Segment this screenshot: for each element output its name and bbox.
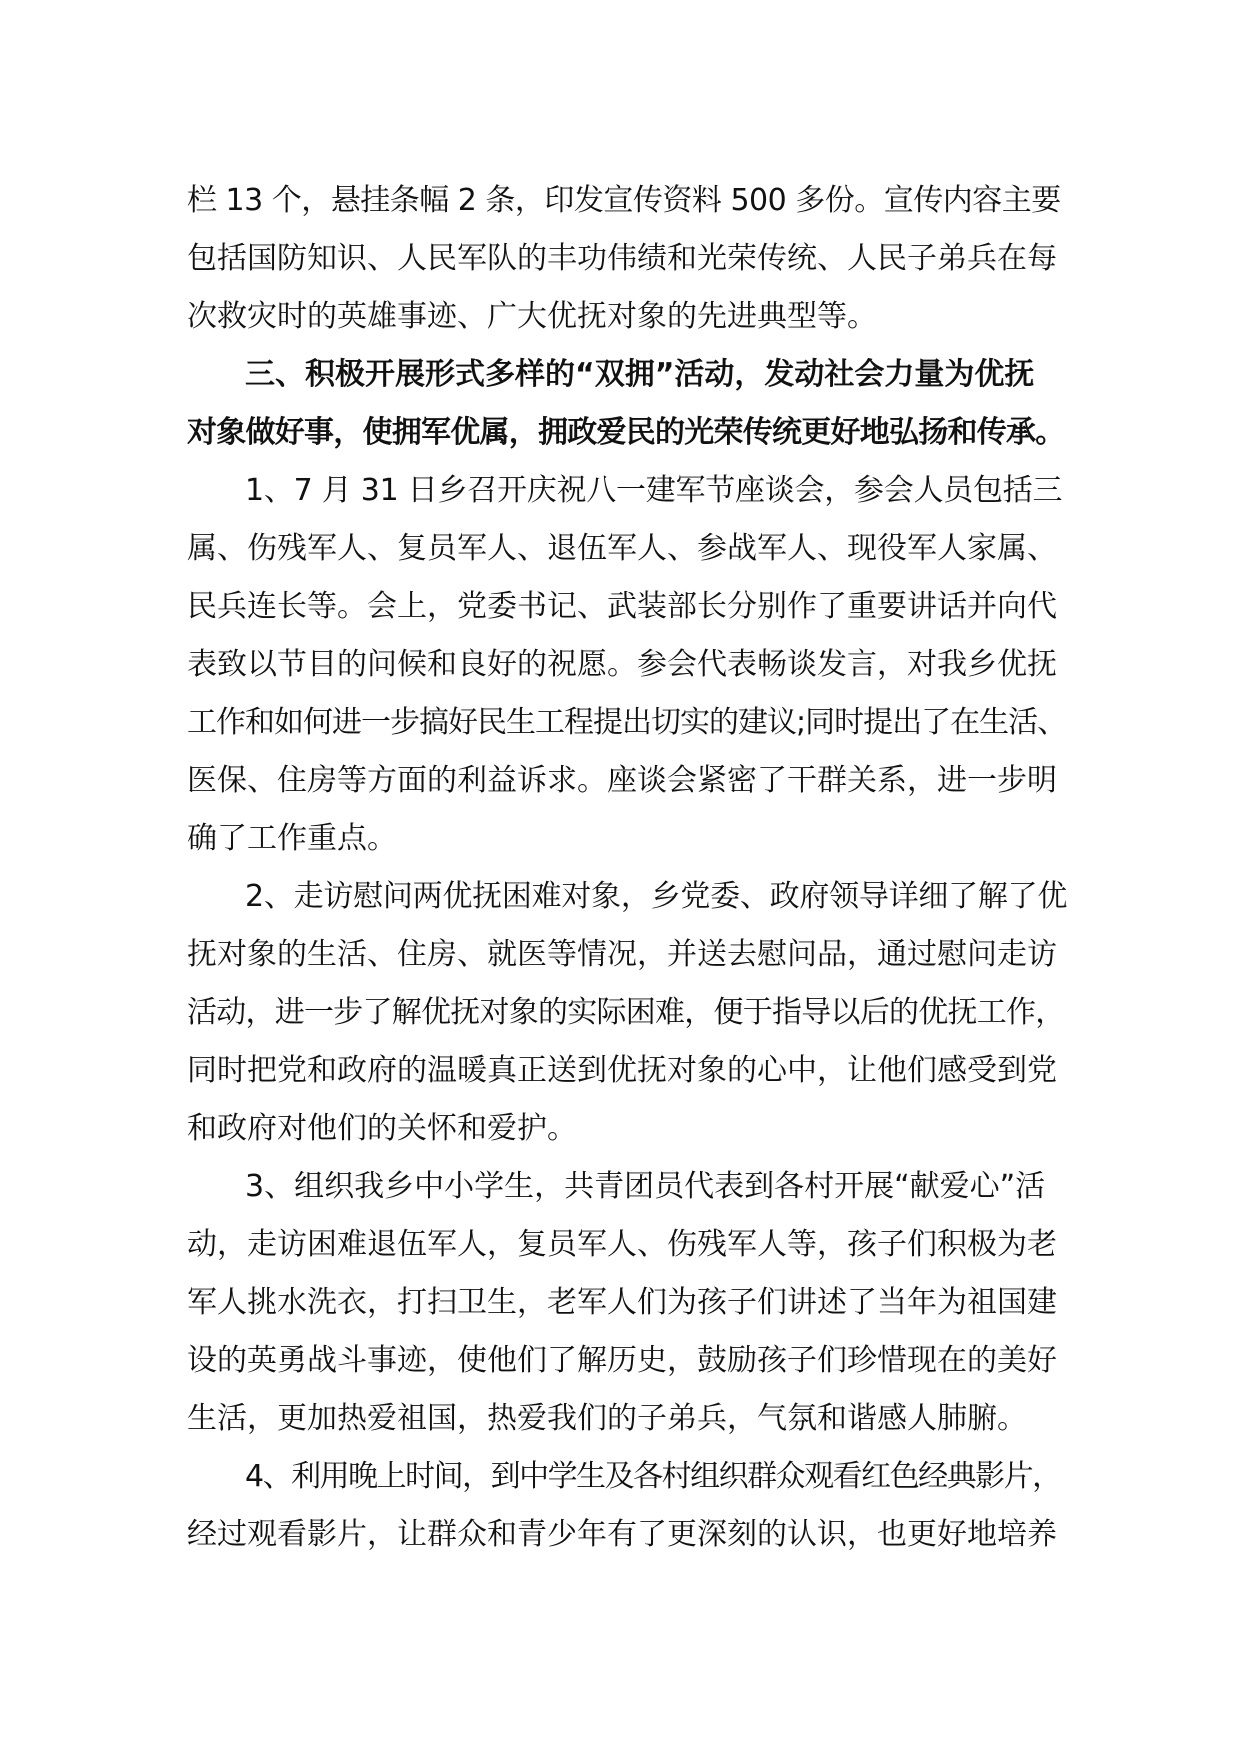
text-line: 工作和如何进一步搞好民生工程提出切实的建议;同时提出了在生活、 (187, 705, 1067, 740)
text-line: 抚对象的生活、住房、就医等情况，并送去慰问品，通过慰问走访 (187, 937, 1057, 972)
text-line: 4、利用晚上时间，到中学生及各村组织群众观看红色经典影片， (245, 1459, 1061, 1494)
text-line: 设的英勇战斗事迹，使他们了解历史，鼓励孩子们珍惜现在的美好 (187, 1343, 1057, 1378)
text-line: 次救灾时的英雄事迹、广大优抚对象的先进典型等。 (187, 299, 877, 334)
section-heading-3 (187, 346, 1067, 462)
text-line: 2、走访慰问两优抚困难对象，乡党委、政府领导详细了解了优 (245, 879, 1068, 914)
text-line: 1、7 月 31 日乡召开庆祝八一建军节座谈会，参会人员包括三 (245, 473, 1063, 508)
text-line: 同时把党和政府的温暖真正送到优抚对象的心中，让他们感受到党 (187, 1053, 1057, 1088)
paragraph-continuation (187, 172, 1067, 346)
text-line: 军人挑水洗衣，打扫卫生，老军人们为孩子们讲述了当年为祖国建 (187, 1285, 1057, 1320)
text-line: 属、伤残军人、复员军人、退伍军人、参战军人、现役军人家属、 (187, 531, 1057, 566)
text-line: 表致以节目的问候和良好的祝愿。参会代表畅谈发言，对我乡优抚 (187, 647, 1057, 682)
text-line: 动，走访困难退伍军人，复员军人、伤残军人等，孩子们积极为老 (187, 1227, 1057, 1262)
text-line: 民兵连长等。会上，党委书记、武装部长分别作了重要讲话并向代 (187, 589, 1057, 624)
text-line: 3、组织我乡中小学生，共青团员代表到各村开展“献爱心”活 (245, 1169, 1046, 1204)
document-body (187, 172, 1067, 1564)
paragraph-item-4 (187, 1448, 1067, 1564)
text-line: 医保、住房等方面的利益诉求。座谈会紧密了干群关系，进一步明 (187, 763, 1057, 798)
text-line: 确了工作重点。 (187, 821, 397, 856)
text-line: 生活，更加热爱祖国，热爱我们的子弟兵，气氛和谐感人肺腑。 (187, 1401, 1027, 1436)
paragraph-item-1 (187, 462, 1067, 868)
paragraph-item-2 (187, 868, 1067, 1158)
heading-line: 对象做好事，使拥军优属，拥政爱民的光荣传统更好地弘扬和传承。 (187, 415, 1065, 450)
heading-line: 三、积极开展形式多样的“双拥”活动，发动社会力量为优抚 (245, 357, 1035, 392)
text-line: 经过观看影片，让群众和青少年有了更深刻的认识，也更好地培养 (187, 1517, 1057, 1552)
text-line: 活动，进一步了解优抚对象的实际困难，便于指导以后的优抚工作， (187, 995, 1065, 1030)
text-line: 包括国防知识、人民军队的丰功伟绩和光荣传统、人民子弟兵在每 (187, 241, 1057, 276)
paragraph-item-3 (187, 1158, 1067, 1448)
text-line: 和政府对他们的关怀和爱护。 (187, 1111, 577, 1146)
text-line: 栏 13 个，悬挂条幅 2 条，印发宣传资料 500 多份。宣传内容主要 (187, 183, 1061, 218)
